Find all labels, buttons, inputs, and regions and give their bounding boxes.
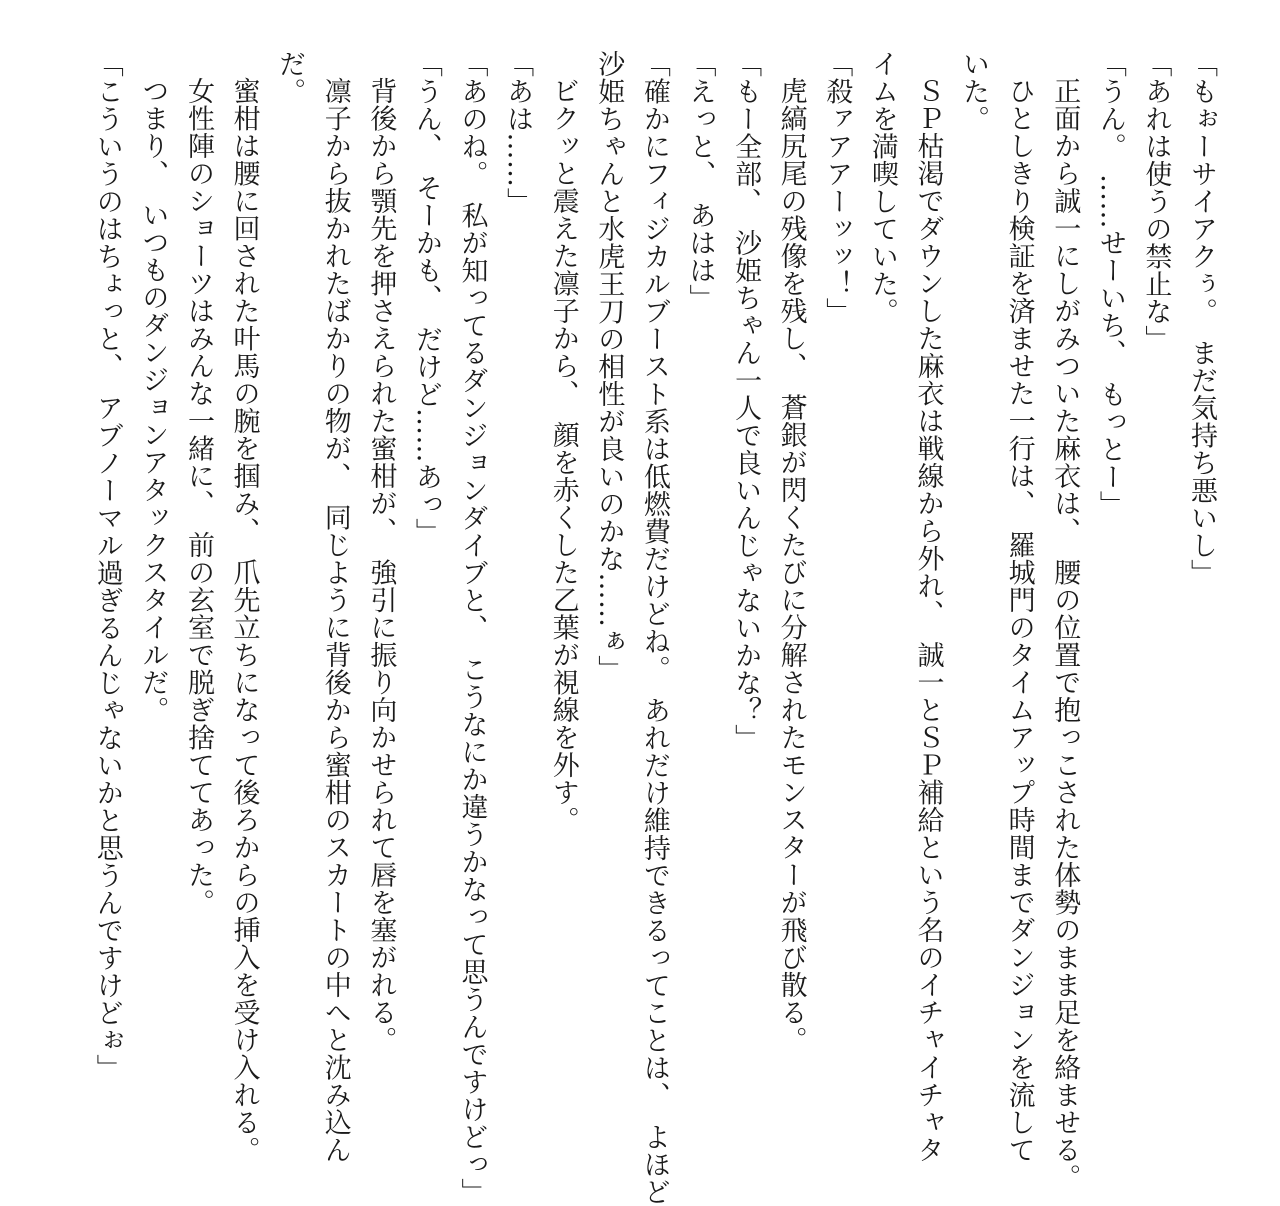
text-line: 正面から誠一にしがみついた麻衣は、 腰の位置で抱っこされた体勢のまま足を絡ませる。 bbox=[1049, 77, 1081, 1191]
text-line: 虎縞尻尾の残像を残し、 蒼銀が閃くたびに分解されたモンスターが飛び散る。 bbox=[775, 77, 807, 1054]
text-line: 沙姫ちゃんと水虎王刀の相性が良いのかな……ぁ」 bbox=[593, 50, 625, 683]
text-line: 「もー全部、 沙姫ちゃん一人で良いんじゃないかな？」 bbox=[730, 50, 762, 752]
text-line: いた。 bbox=[958, 50, 990, 133]
text-line: イムを満喫していた。 bbox=[866, 50, 898, 325]
text-line: 「もぉーサイアクぅ。 まだ気持ち悪いし」 bbox=[1186, 50, 1217, 587]
text-line: つまり、 いつものダンジョンアタックスタイルだ。 bbox=[137, 77, 169, 724]
text-line: ひとしきり検証を済ませた一行は、 羅城門のタイムアップ時間までダンジョンを流して bbox=[1003, 77, 1035, 1164]
text-line: 「あのね。 私が知ってるダンジョンダイブと、 こうなにか違うかなって思うんですけどっ」 bbox=[456, 50, 488, 1206]
text-line: 「確かにフィジカルブースト系は低燃費だけどね。 あれだけ維持できるってことは、 よほど bbox=[638, 50, 670, 1206]
text-line: 凛子から抜かれたばかりの物が、 同じように背後から蜜柑のスカートの中へと沈み込ん bbox=[319, 77, 351, 1164]
text-line: だ。 bbox=[274, 50, 306, 105]
text-line: 蜜柑は腰に回された叶馬の腕を掴み、 爪先立ちになって後ろからの挿入を受け入れる。 bbox=[228, 77, 260, 1164]
text-line: 女性陣のショーツはみんな一緒に、 前の玄室で脱ぎ捨ててあった。 bbox=[182, 77, 214, 916]
text-line: 背後から顎先を押さえられた蜜柑が、 強引に振り向かせられて唇を塞がれる。 bbox=[365, 77, 397, 1054]
text-line: 「殺ァアアーッッ！」 bbox=[821, 50, 853, 325]
text-line: ビクッと震えた凛子から、 顔を赤くした乙葉が視線を外す。 bbox=[547, 77, 579, 834]
text-line: 「あは……」 bbox=[502, 50, 534, 215]
text-line: 「こういうのはちょっと、 アブノーマル過ぎるんじゃないかと思うんですけどぉ」 bbox=[91, 50, 123, 1082]
text-line: 「うん。 ……せーいち、 もっとー」 bbox=[1094, 50, 1126, 518]
text-line: ＳＰ枯渇でダウンした麻衣は戦線から外れ、 誠一とＳＰ補給という名のイチャイチャタ bbox=[912, 77, 944, 1164]
text-line: 「うん、 そーかも、 だけど……あっ」 bbox=[410, 50, 442, 546]
text-line: 「えっと、 あはは」 bbox=[684, 50, 716, 312]
vertical-text-page bbox=[84, 50, 1224, 1206]
text-line: 「あれは使うの禁止な」 bbox=[1140, 50, 1172, 353]
